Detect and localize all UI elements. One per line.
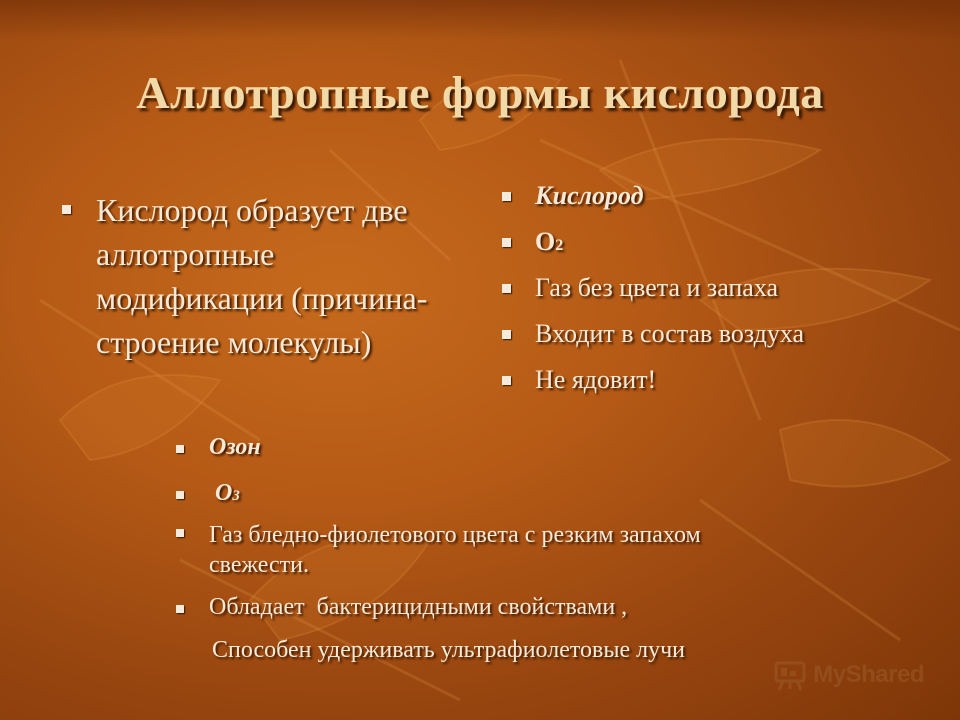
list-item xyxy=(500,219,920,265)
list-item xyxy=(500,357,920,403)
bullet-text: Кислород xyxy=(535,181,644,210)
list-item xyxy=(174,516,794,584)
left-bullet-list xyxy=(60,188,460,364)
bullet-text: Кислород образует две аллотропные модификации (причина- строение молекулы) xyxy=(96,192,428,360)
bullet-square-icon xyxy=(176,491,184,499)
bullet-text: Газ бледно-фиолетового цвета с резким запахом свежести. xyxy=(209,522,701,578)
formula-symbol: O xyxy=(535,227,556,256)
bullet-text: Озон xyxy=(209,434,261,460)
bullet-square-icon xyxy=(176,605,184,613)
bullet-square-icon xyxy=(502,192,511,201)
formula-text xyxy=(209,480,240,506)
list-item xyxy=(174,470,794,516)
bullet-square-icon xyxy=(502,376,511,385)
bullet-text: Не ядовит! xyxy=(535,365,657,394)
bullet-square-icon xyxy=(502,238,511,247)
formula-index: 2 xyxy=(555,237,564,254)
bullet-square-icon xyxy=(62,205,71,214)
watermark-text: MyShared xyxy=(813,661,924,688)
slide-title: Аллотропные формы кислорода xyxy=(136,67,824,118)
bullet-text: Входит в состав воздуха xyxy=(535,319,805,348)
bullet-text: Газ без цвета и запаха xyxy=(535,273,779,302)
right-bullet-list xyxy=(500,173,920,403)
list-item xyxy=(174,424,794,470)
bullet-square-icon xyxy=(502,284,511,293)
list-item xyxy=(500,173,920,219)
formula-index: 3 xyxy=(232,488,240,504)
list-item xyxy=(60,188,460,364)
list-item xyxy=(174,584,794,630)
watermark xyxy=(773,658,924,692)
list-item xyxy=(500,311,920,357)
bullet-square-icon xyxy=(502,330,511,339)
bullet-text: Способен удерживать ультрафиолетовые лучи xyxy=(212,637,686,663)
bottom-bullet-list xyxy=(174,424,794,670)
bullet-text: Обладает бактерицидными свойствами , xyxy=(209,594,628,620)
formula-text xyxy=(535,227,563,256)
formula-symbol: O xyxy=(215,480,233,506)
list-item xyxy=(500,265,920,311)
bullet-square-icon xyxy=(176,445,184,453)
bullet-square-icon xyxy=(176,529,184,537)
list-item-continuation xyxy=(174,630,794,670)
presentation-board-icon xyxy=(773,658,807,692)
